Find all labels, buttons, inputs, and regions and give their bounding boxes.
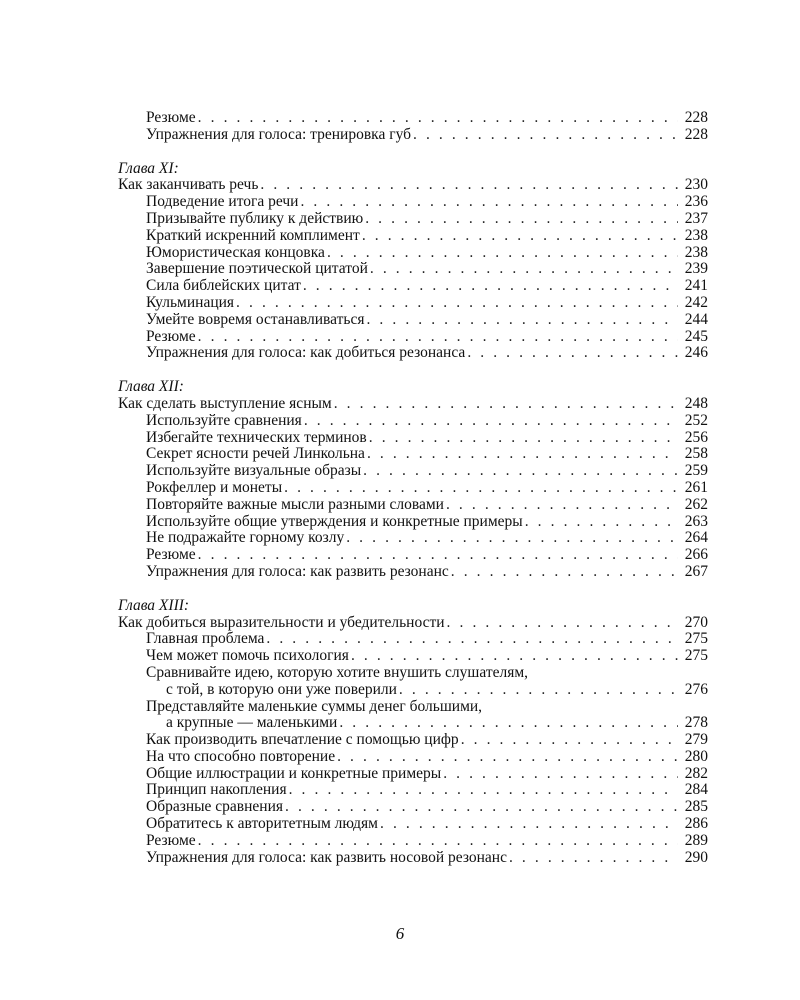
- toc-entry-title: Резюме: [146, 546, 196, 564]
- toc-entry-title: Рокфеллер и монеты: [146, 478, 283, 496]
- dot-leader: [198, 110, 678, 127]
- dot-leader: [413, 127, 678, 144]
- dot-leader: [303, 278, 678, 295]
- toc-entry-title: Как добиться выразительности и убедительности: [118, 613, 445, 631]
- toc-entry: [118, 564, 708, 581]
- toc-entry: [118, 732, 708, 749]
- toc-page-number: 237: [684, 209, 708, 227]
- dot-leader: [236, 295, 678, 312]
- dot-leader: [366, 312, 678, 329]
- page-number: 6: [395, 924, 405, 943]
- dot-leader: [266, 631, 678, 648]
- toc-chapter-entry: [118, 396, 708, 413]
- toc-entry: [118, 833, 708, 850]
- dot-leader: [289, 782, 678, 799]
- toc-page-number: 262: [684, 495, 708, 513]
- toc-page-number: 263: [684, 512, 708, 530]
- toc-entry-title: Обратитесь к авторитетным людям: [146, 815, 378, 833]
- toc-page-number: 275: [684, 647, 708, 665]
- toc-page-number: 241: [684, 277, 708, 295]
- table-of-contents: [118, 110, 708, 866]
- chapter-heading: Глава XI:: [118, 159, 179, 177]
- toc-entry-title: Как заканчивать речь: [118, 176, 259, 194]
- toc-page-number: 264: [684, 529, 708, 547]
- toc-entry: [118, 245, 708, 262]
- dot-leader: [467, 345, 678, 362]
- dot-leader: [370, 261, 678, 278]
- dot-leader: [300, 194, 678, 211]
- toc-entry-title: Краткий искренний комплимент: [146, 226, 360, 244]
- toc-entry: [118, 480, 708, 497]
- dot-leader: [334, 396, 678, 413]
- toc-entry-title: Резюме: [146, 831, 196, 849]
- toc-entry: [118, 110, 708, 127]
- toc-entry-title: Упражнения для голоса: как развить резонанс: [146, 562, 449, 580]
- toc-entry-title: Резюме: [146, 327, 196, 345]
- toc-entry-title: Главная проблема: [146, 630, 265, 648]
- toc-page-number: 258: [684, 445, 708, 463]
- toc-page-number: 280: [684, 747, 708, 765]
- toc-entry-title: Кульминация: [146, 293, 235, 311]
- toc-page-number: 242: [684, 293, 708, 311]
- toc-entry-title: Принцип накопления: [146, 781, 287, 799]
- dot-leader: [363, 463, 678, 480]
- dot-leader: [369, 430, 678, 447]
- toc-page-number: 259: [684, 462, 708, 480]
- toc-page-number: 252: [684, 411, 708, 429]
- toc-entry: [118, 312, 708, 329]
- toc-page-number: 256: [684, 428, 708, 446]
- toc-page-number: 261: [684, 478, 708, 496]
- toc-entry: [118, 547, 708, 564]
- toc-entry-title: Завершение поэтической цитатой: [146, 260, 368, 278]
- toc-entry: [118, 715, 708, 732]
- toc-entry: [118, 648, 708, 665]
- toc-page-number: 244: [684, 310, 708, 328]
- dot-leader: [509, 850, 678, 867]
- dot-leader: [339, 715, 678, 732]
- toc-entry-title: Используйте общие утверждения и конкретные примеры: [146, 512, 523, 530]
- dot-leader: [367, 446, 678, 463]
- toc-entry-title: Упражнения для голоса: как добиться резонанса: [146, 344, 466, 362]
- dot-leader: [380, 816, 678, 833]
- toc-entry-title: а крупные — маленькими: [166, 714, 338, 732]
- toc-entry: [118, 430, 708, 447]
- toc-chapter-entry: [118, 177, 708, 194]
- toc-page-number: 284: [684, 781, 708, 799]
- dot-leader: [198, 833, 678, 850]
- dot-leader: [351, 648, 678, 665]
- toc-page-number: 267: [684, 562, 708, 580]
- toc-entry-title: Представляйте маленькие суммы денег большими,: [146, 697, 483, 715]
- toc-entry: [118, 766, 708, 783]
- toc-entry-title: Секрет ясности речей Линкольна: [146, 445, 365, 463]
- toc-page-number: 238: [684, 243, 708, 261]
- toc-entry: [118, 816, 708, 833]
- toc-entry: [118, 329, 708, 346]
- toc-entry: [118, 446, 708, 463]
- toc-page-number: 228: [684, 109, 708, 126]
- toc-page-number: 230: [684, 176, 708, 194]
- toc-page-number: 246: [684, 344, 708, 362]
- dot-leader: [451, 564, 678, 581]
- toc-entry: [118, 345, 708, 362]
- toc-entry-title: Сила библейских цитат: [146, 277, 301, 295]
- dot-leader: [285, 799, 678, 816]
- toc-entry-title: На что способно повторение: [146, 747, 336, 765]
- toc-page-number: 282: [684, 764, 708, 782]
- toc-page-number: 276: [684, 680, 708, 698]
- toc-entry-title: Резюме: [146, 109, 196, 126]
- toc-page-number: 245: [684, 327, 708, 345]
- dot-leader: [399, 682, 678, 699]
- toc-entry: [118, 782, 708, 799]
- toc-page-number: 289: [684, 831, 708, 849]
- toc-entry: [118, 497, 708, 514]
- toc-entry-title: Используйте сравнения: [146, 411, 302, 429]
- toc-entry: [118, 463, 708, 480]
- dot-leader: [362, 228, 678, 245]
- toc-page-number: 239: [684, 260, 708, 278]
- toc-entry-title: с той, в которую они уже поверили: [166, 680, 397, 698]
- toc-page-number: 266: [684, 546, 708, 564]
- toc-entry: [118, 278, 708, 295]
- toc-page-number: 279: [684, 731, 708, 749]
- toc-entry-title: Общие иллюстрации и конкретные примеры: [146, 764, 442, 782]
- toc-entry: [118, 749, 708, 766]
- toc-entry-title: Не подражайте горному козлу: [146, 529, 345, 547]
- toc-entry-title: Умейте вовремя останавливаться: [146, 310, 365, 328]
- toc-entry-title: Юмористическая концовка: [146, 243, 325, 261]
- toc-entry-title: Как сделать выступление ясным: [118, 394, 332, 412]
- toc-entry-title: Как производить впечатление с помощью цифр: [146, 731, 459, 749]
- toc-entry: [118, 194, 708, 211]
- toc-entry-title: Упражнения для голоса: тренировка губ: [146, 125, 411, 143]
- toc-entry: [118, 413, 708, 430]
- toc-entry: [118, 514, 708, 531]
- toc-entry: [118, 127, 708, 144]
- dot-leader: [443, 766, 678, 783]
- toc-page-number: 290: [684, 848, 708, 866]
- toc-entry-title: Избегайте технических терминов: [146, 428, 367, 446]
- toc-entry: [118, 295, 708, 312]
- toc-entry-title: Чем может помочь психология: [146, 647, 349, 665]
- dot-leader: [260, 177, 678, 194]
- toc-entry: [118, 799, 708, 816]
- dot-leader: [327, 245, 678, 262]
- dot-leader: [337, 749, 678, 766]
- dot-leader: [446, 497, 678, 514]
- toc-entry: [118, 631, 708, 648]
- toc-entry: [118, 682, 708, 699]
- dot-leader: [525, 514, 678, 531]
- toc-entry-title: Призывайте публику к действию: [146, 209, 364, 227]
- toc-entry: [118, 530, 708, 547]
- toc-entry-line: [118, 665, 708, 682]
- dot-leader: [198, 547, 678, 564]
- toc-entry-title: Подведение итога речи: [146, 193, 299, 211]
- toc-page-number: 286: [684, 815, 708, 833]
- dot-leader: [284, 480, 678, 497]
- toc-entry-title: Повторяйте важные мысли разными словами: [146, 495, 444, 513]
- chapter-heading: Глава XII:: [118, 378, 184, 396]
- dot-leader: [198, 329, 678, 346]
- toc-page-number: 238: [684, 226, 708, 244]
- toc-page-number: 236: [684, 193, 708, 211]
- dot-leader: [365, 211, 678, 228]
- toc-page-number: 228: [684, 125, 708, 143]
- toc-page-number: 270: [684, 613, 708, 631]
- toc-page-number: 285: [684, 798, 708, 816]
- toc-entry-title: Используйте визуальные образы: [146, 462, 362, 480]
- toc-chapter-entry: [118, 615, 708, 632]
- toc-page-number: 275: [684, 630, 708, 648]
- toc-entry-line: [118, 699, 708, 716]
- chapter-heading: Глава XIII:: [118, 596, 190, 614]
- dot-leader: [304, 413, 678, 430]
- toc-page-number: 278: [684, 714, 708, 732]
- toc-page-number: 248: [684, 394, 708, 412]
- toc-entry: [118, 261, 708, 278]
- toc-entry: [118, 211, 708, 228]
- toc-entry-title: Образные сравнения: [146, 798, 284, 816]
- toc-entry-title: Упражнения для голоса: как развить носовой резонанс: [146, 848, 507, 866]
- toc-entry: [118, 228, 708, 245]
- toc-entry-title: Сравнивайте идею, которую хотите внушить слушателям,: [146, 663, 529, 681]
- dot-leader: [447, 615, 678, 632]
- dot-leader: [346, 530, 678, 547]
- toc-entry: [118, 850, 708, 867]
- dot-leader: [461, 732, 678, 749]
